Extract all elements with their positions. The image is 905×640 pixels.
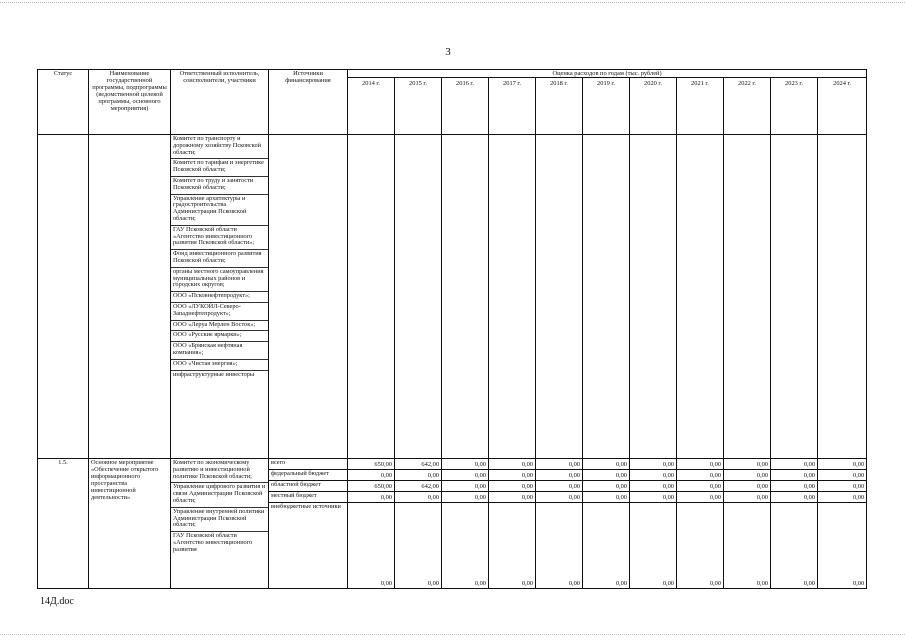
funding-value: 0,00 — [348, 503, 395, 589]
funding-value: 0,00 — [677, 459, 724, 470]
value-cell-empty — [442, 135, 489, 459]
funding-value: 0,00 — [818, 470, 867, 481]
header-year: 2022 г. — [724, 78, 771, 135]
funding-value: 0,00 — [630, 459, 677, 470]
header-year: 2017 г. — [489, 78, 536, 135]
funding-value: 0,00 — [536, 492, 583, 503]
funding-value: 0,00 — [818, 503, 867, 589]
value-cell-empty — [724, 135, 771, 459]
participant-item: ООО «Чистая энергия»; — [171, 360, 268, 371]
value-cell-empty — [489, 135, 536, 459]
funding-value: 0,00 — [771, 459, 818, 470]
funding-value: 0,00 — [583, 492, 630, 503]
funding-value: 0,00 — [536, 503, 583, 589]
funding-value: 642,00 — [395, 459, 442, 470]
funding-value: 0,00 — [724, 470, 771, 481]
participant-item: Комитет по труду и занятости Псковской области; — [171, 177, 268, 195]
funding-source: внебюджетные источники — [269, 503, 348, 589]
participant-item: ООО «Псковнефтепродукт»; — [171, 292, 268, 303]
value-cell-empty — [536, 135, 583, 459]
funding-value: 0,00 — [442, 481, 489, 492]
funding-value: 650,00 — [348, 481, 395, 492]
funding-value: 0,00 — [630, 492, 677, 503]
budget-table — [37, 69, 867, 589]
value-cell-empty — [630, 135, 677, 459]
funding-value: 0,00 — [583, 481, 630, 492]
participant-item: инфраструктурные инвесторы — [173, 370, 255, 378]
funding-value: 0,00 — [724, 459, 771, 470]
participant-item: ООО «Брянская нефтяная компания»; — [171, 342, 268, 360]
funding-value: 0,00 — [724, 503, 771, 589]
funding-value: 0,00 — [724, 492, 771, 503]
funding-value: 0,00 — [630, 481, 677, 492]
funding-value: 0,00 — [489, 470, 536, 481]
value-cell-empty — [395, 135, 442, 459]
funding-row — [38, 459, 867, 470]
funding-value: 0,00 — [630, 503, 677, 589]
funding-value: 0,00 — [818, 492, 867, 503]
funding-value: 650,00 — [348, 459, 395, 470]
funding-value: 0,00 — [489, 492, 536, 503]
participant-item: Управление внутренней политики Администрации Псковской области; — [171, 508, 268, 532]
header-year: 2024 г. — [818, 78, 867, 135]
participant-item: ООО «ЛУКОЙЛ-Северо-Западнефтепродукт»; — [171, 303, 268, 321]
header-year: 2014 г. — [348, 78, 395, 135]
funding-value: 0,00 — [442, 503, 489, 589]
participant-item: Управление цифрового развития и связи Администрации Псковской области; — [171, 483, 268, 507]
funding-value: 0,00 — [442, 492, 489, 503]
funding-value: 0,00 — [489, 481, 536, 492]
continuation-row — [38, 135, 867, 459]
funding-value: 0,00 — [348, 492, 395, 503]
row-status: 1.5. — [38, 459, 89, 589]
funding-value: 0,00 — [677, 503, 724, 589]
row-name: Основное мероприятие «Обеспечение открытого информационного пространства инвестиционной деятельности» — [89, 459, 171, 589]
scan-noise-bottom — [0, 634, 905, 636]
funding-source: областной бюджет — [269, 481, 348, 492]
value-cell-empty — [771, 135, 818, 459]
funding-value: 0,00 — [489, 503, 536, 589]
participant-item: ООО «Русские ярмарки»; — [171, 331, 268, 342]
participant-item: органы местного самоуправления муниципальных районов и городских округов; — [171, 268, 268, 292]
funding-value: 0,00 — [771, 470, 818, 481]
status-cell-empty — [38, 135, 89, 459]
funding-value: 0,00 — [442, 470, 489, 481]
funding-value: 0,00 — [489, 459, 536, 470]
funding-value: 0,00 — [677, 470, 724, 481]
value-cell-empty — [818, 135, 867, 459]
value-cell-empty — [583, 135, 630, 459]
funding-value: 642,00 — [395, 481, 442, 492]
funding-value: 0,00 — [677, 481, 724, 492]
footer-filename: 14Д.doc — [40, 596, 74, 607]
funding-source: федеральный бюджет — [269, 470, 348, 481]
participant-item: Управление архитектуры и градостроительства Администрации Псковской области; — [171, 195, 268, 226]
header-year: 2015 г. — [395, 78, 442, 135]
funding-value: 0,00 — [583, 459, 630, 470]
header-sources: Источники финансирования — [269, 70, 348, 135]
participant-item: Фонд инвестиционного развития Псковской области; — [171, 250, 268, 268]
funding-value: 0,00 — [395, 492, 442, 503]
row-participants — [171, 459, 269, 589]
sources-cell-empty — [269, 135, 348, 459]
participant-item: ГАУ Псковской области «Агентство инвестиционного развития — [173, 532, 253, 553]
funding-value: 0,00 — [630, 470, 677, 481]
participant-item: Комитет по транспорту и дорожному хозяйству Псковской области; — [171, 135, 268, 159]
participant-item: Комитет по экономическому развитию и инвестиционной политике Псковской области; — [171, 459, 268, 483]
header-year: 2021 г. — [677, 78, 724, 135]
funding-value: 0,00 — [442, 459, 489, 470]
value-cell-empty — [348, 135, 395, 459]
value-cell-empty — [677, 135, 724, 459]
header-status: Статус — [38, 70, 89, 135]
funding-source: местный бюджет — [269, 492, 348, 503]
funding-value: 0,00 — [536, 459, 583, 470]
header-expenses: Оценка расходов по годам (тыс. рублей) — [348, 70, 867, 78]
participant-item: ГАУ Псковской области «Агентство инвестиционного развития Псковской области»; — [171, 226, 268, 250]
scan-noise-top — [0, 2, 905, 4]
funding-value: 0,00 — [583, 503, 630, 589]
funding-source: всего — [269, 459, 348, 470]
header-year: 2023 г. — [771, 78, 818, 135]
participant-item: Комитет по тарифам и энергетике Псковской области; — [171, 159, 268, 177]
funding-value: 0,00 — [536, 470, 583, 481]
funding-value: 0,00 — [771, 481, 818, 492]
funding-value: 0,00 — [771, 492, 818, 503]
name-cell-empty — [89, 135, 171, 459]
funding-value: 0,00 — [677, 492, 724, 503]
participant-item: ООО «Леруа Мерлен Восток»; — [171, 321, 268, 332]
funding-value: 0,00 — [583, 470, 630, 481]
funding-value: 0,00 — [818, 459, 867, 470]
funding-value: 0,00 — [771, 503, 818, 589]
header-year: 2020 г. — [630, 78, 677, 135]
header-name: Наименование государственной программы, подпрограммы (ведомственной целевой программы, основного мероприятия) — [89, 70, 171, 135]
header-responsible: Ответственный исполнитель, соисполнители, участники — [171, 70, 269, 135]
header-year: 2018 г. — [536, 78, 583, 135]
header-year: 2016 г. — [442, 78, 489, 135]
funding-value: 0,00 — [395, 503, 442, 589]
page-number: 3 — [445, 46, 451, 58]
funding-value: 0,00 — [724, 481, 771, 492]
funding-value: 0,00 — [395, 470, 442, 481]
participants-list — [171, 135, 269, 459]
funding-value: 0,00 — [536, 481, 583, 492]
funding-value: 0,00 — [818, 481, 867, 492]
funding-value: 0,00 — [348, 470, 395, 481]
header-year: 2019 г. — [583, 78, 630, 135]
